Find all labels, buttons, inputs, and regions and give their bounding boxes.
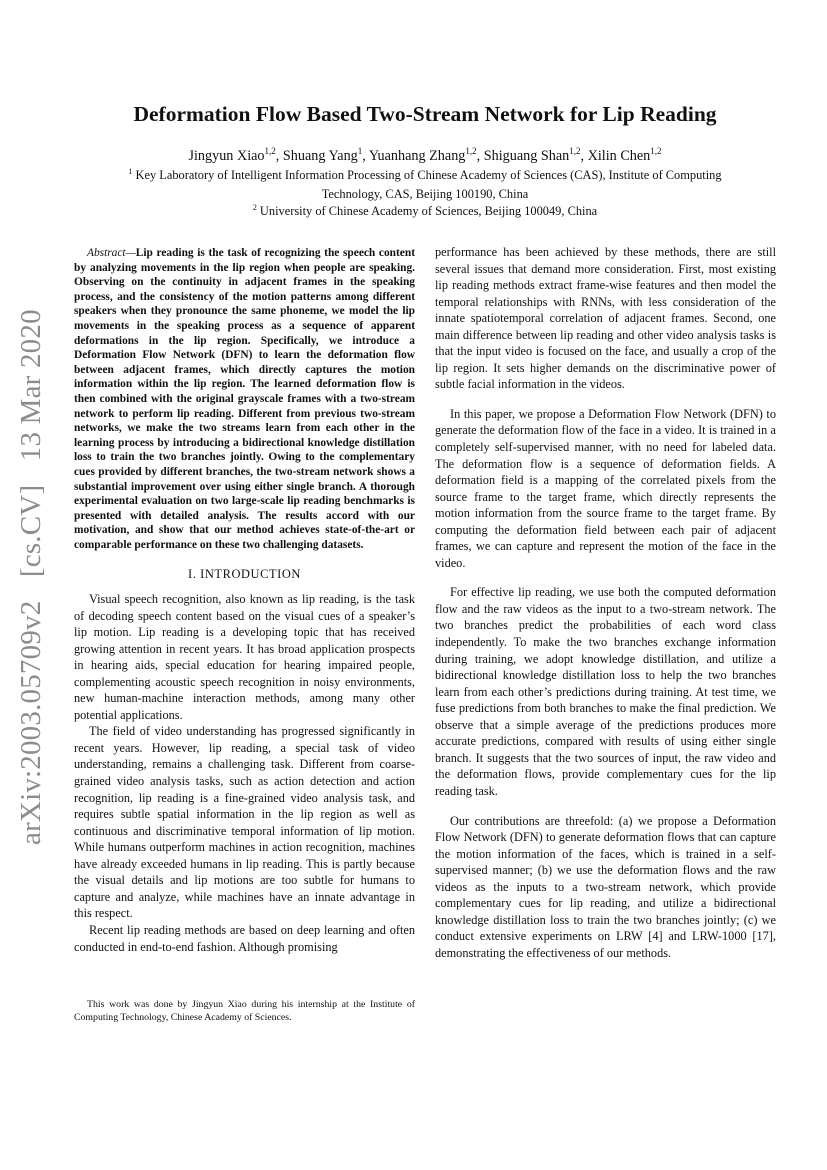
- abstract: [74, 246, 415, 552]
- paper-title: Deformation Flow Based Two-Stream Network for Lip Reading: [133, 102, 717, 126]
- author: Jingyun Xiao$^{1,2}$: [188, 146, 276, 164]
- intro-paragraph: Recent lip reading methods are based on deep learning and often conducted in end-to-end fashion. Although promising: [74, 922, 415, 954]
- right-column: [435, 244, 776, 961]
- abstract-label: Abstract—: [87, 247, 136, 259]
- author: Yuanhang Zhang$^{1,2}$: [368, 146, 477, 164]
- section-heading-introduction: I. INTRODUCTION: [188, 567, 301, 582]
- arxiv-date: 13 Mar 2020: [15, 309, 47, 462]
- affiliation-2: $^2$ University of Chinese Academy of Sciences, Beijing 100049, China: [252, 203, 598, 218]
- author: Shiguang Shan$^{1,2}$: [483, 146, 581, 164]
- intro-paragraph: For effective lip reading, we use both the computed deformation flow and the raw videos as the input to a two-stream network. The two branches predict the probabilities of each word class independently. To make the two branches exchange information during training, we adopt knowledge distillation, and utilize a bidirectional knowledge distillation loss to help the two branches learn from each other’s predictions during training. At test time, we fuse predictions from both branches to make the final prediction. We observe that a simple average of the predictions produces more accurate predictions, compared with results of using either single branch. It suggests that the two sources of input, the raw video and the deformation flows, provide complementary cues for the lip reading task.: [435, 585, 776, 798]
- author: Xilin Chen$^{1,2}$: [587, 146, 662, 164]
- arxiv-id: arXiv:2003.05709v2: [15, 600, 47, 845]
- affiliation-1: $^1$ Key Laboratory of Intelligent Information Processing of Chinese Academy of Sciences (CAS), Institute of Computing Technology, CAS, Beijing 100190, China: [128, 167, 722, 201]
- author-list: Jingyun Xiao$^{1,2}$, Shuang Yang$^1$, Yuanhang Zhang$^{1,2}$, Shiguang Shan$^{1,2}$, Xilin Chen$^{1,2}$: [188, 146, 662, 164]
- abstract-text: Lip reading is the task of recognizing the speech content by analyzing movements in the lip region when people are speaking. Observing on the continuity in adjacent frames in the speaking process, and the consistency of the motion patterns among different speakers when they pronounce the same phoneme, we model the lip movements in the speaking process as a sequence of apparent deformations in the lip region. Specifically, we introduce a Deformation Flow Network (DFN) to learn the deformation flow between adjacent frames, which directly captures the motion information within the lip region. The learned deformation flow is then combined with the original grayscale frames with a two-stream network to perform lip reading. Different from previous two-stream networks, we make the two streams learn from each other in the learning process by introducing a bidirectional knowledge distillation loss to train the two branches jointly. Owing to the complementary cues provided by different branches, the two-stream network shows a substantial improvement over using either single branch. A thorough experimental evaluation on two large-scale lip reading benchmarks is presented with detailed analysis. The results accord with our motivation, and show that our method achieves state-of-the-art or comparable performance on these two challenging datasets.: [74, 247, 415, 551]
- arxiv-category: [cs.CV]: [15, 484, 47, 578]
- intro-paragraph: Visual speech recognition, also known as lip reading, is the task of decoding speech content based on the visual cues of a speaker’s lip motion. Lip reading is a developing topic that has received growing attention in recent years. It has broad application prospects in hearing aids, special education for hearing impaired people, complementing acoustic speech recognition in noisy environments, new human-machine interaction methods, among many other potential applications.: [74, 592, 415, 722]
- footnote: This work was done by Jingyun Xiao during his internship at the Institute of Computing Technology, Chinese Academy of Sciences.: [74, 999, 415, 1023]
- intro-paragraph-contributions: Our contributions are threefold: (a) we propose a Deformation Flow Network (DFN) to generate deformation flows that can capture the motion information of the faces, which is trained in a self-supervised manner; (b) we use the deformation flows and the raw videos as the inputs to a two-stream network, which provide complementary cues for lip reading, and utilize a bidirectional knowledge distillation loss to train the two branches jointly; (c) we conduct extensive experiments on LRW [4] and LRW-1000 [17], demonstrating the effectiveness of our methods.: [435, 813, 776, 960]
- intro-paragraph-continuation: performance has been achieved by these methods, there are still several issues that demand more consideration. First, most existing lip reading methods extract frame-wise features and then model the temporal relationships with RNNs, with less consideration of the innate spatiotemporal correlation of adjacent frames. Second, one main difference between lip reading and other video analysis tasks is that the input video is focused on the face, and usually a crop of the lip region. It sets higher demands on the discriminative power of subtle facial information in the videos.: [435, 245, 776, 392]
- arxiv-stamp: [15, 293, 48, 845]
- left-column: [74, 246, 415, 955]
- intro-paragraph: In this paper, we propose a Deformation Flow Network (DFN) to generate the deformation flow of the face in a video. It is trained in a completely self-supervised manner, with no need for labeled data. The deformation flow is a sequence of deformation fields. A deformation field is a mapping of the correlated pixels from the source frame to the target frame, which directly represents the motion information from the source frame to the target frame. By computing the deformation field between each pair of adjacent frames, we can capture and represent the motion of the face in the video.: [435, 406, 776, 570]
- intro-paragraph: The field of video understanding has progressed significantly in recent years. However, lip reading, a special task of video understanding, remains a challenging task. Different from coarse-grained video analysis tasks, such as action detection and action recognition, lip reading is a fine-grained video analysis task, and requires subtle spatial information in the lip region as well as continuous and discriminative temporal information of lip motion. While humans outperform machines in action recognition, machines have already exceeded humans in lip reading. This is partly because the visual details and lip motions are too subtle for humans to capture and analyze, while machines have an innate advantage in this respect.: [74, 724, 415, 921]
- author: Shuang Yang$^1$: [282, 146, 363, 164]
